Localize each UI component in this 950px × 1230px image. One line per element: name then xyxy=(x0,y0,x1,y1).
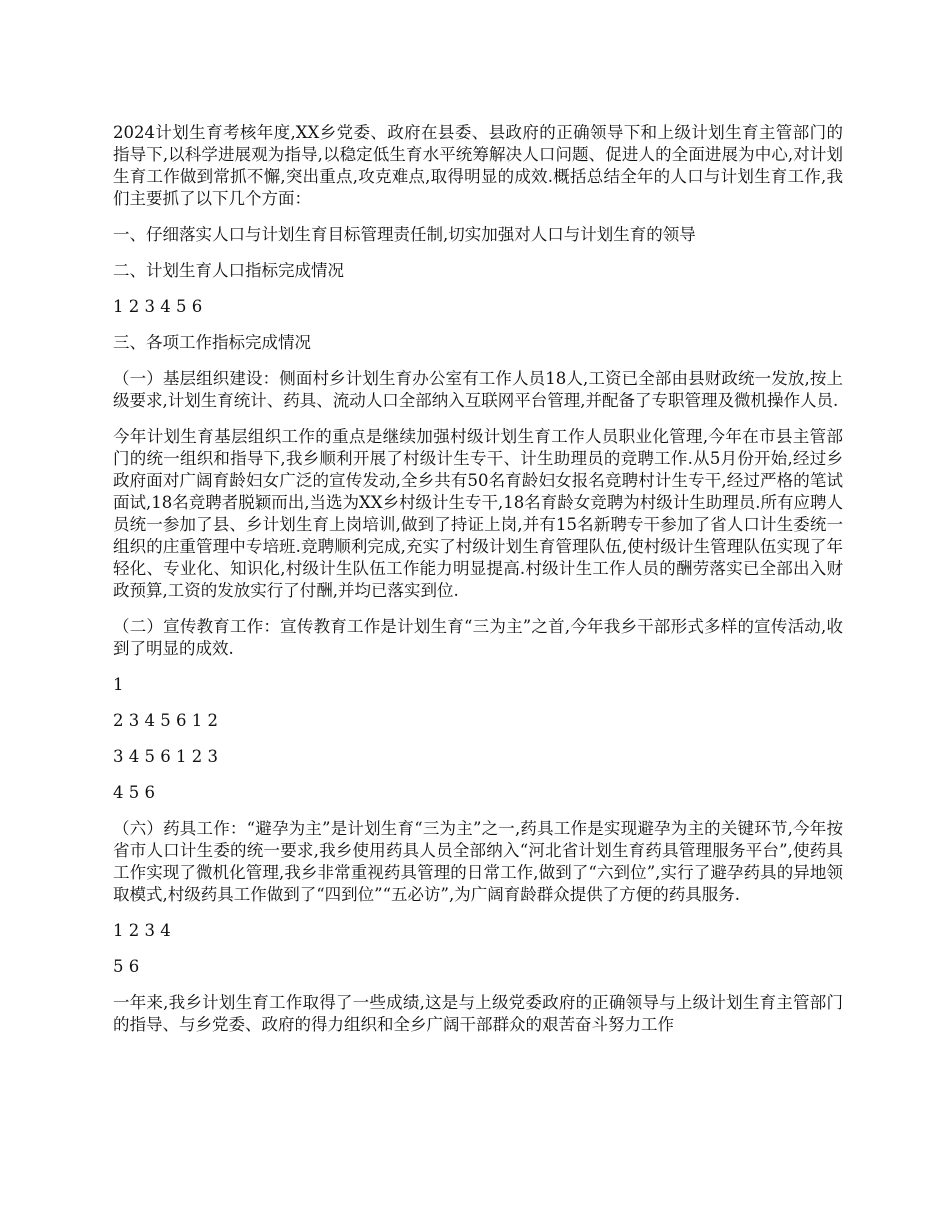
number-list: 5 6 xyxy=(113,957,140,976)
paragraph-intro: 2024计划生育考核年度,XX乡党委、政府在县委、县政府的正确领导下和上级计划生育主管部门的指导下,以科学进展观为指导,以稳定低生育水平统筹解决人口问题、促进人的全面进展为中心,对计划生育工作做到常抓不懈,突出重点,攻克难点,取得明显的成效.概括总结全年的人口与计划生育工作,我们主要抓了以下几个方面： xyxy=(113,123,843,208)
document-body xyxy=(113,122,843,1050)
paragraph-conclusion: 一年来,我乡计划生育工作取得了一些成绩,这是与上级党委政府的正确领导与上级计划生育主管部门的指导、与乡党委、政府的得力组织和全乡广阔干部群众的艰苦奋斗努力工作 xyxy=(113,993,843,1034)
heading-section-2: 二、计划生育人口指标完成情况 xyxy=(113,261,344,280)
heading-section-3: 三、各项工作指标完成情况 xyxy=(113,333,311,352)
paragraph-recruitment: 今年计划生育基层组织工作的重点是继续加强村级计划生育工作人员职业化管理,今年在市县主管部门的统一组织和指导下,我乡顺利开展了村级计生专干、计生助理员的竞聘工作.从5月份开始,经过乡政府面对广阔育龄妇女广泛的宣传发动,全乡共有50名育龄妇女报名竞聘村计生专干,经过严格的笔试面试,18名竞聘者脱颖而出,当选为XX乡村级计生专干,18名育龄女竞聘为村级计生助理员.所有应聘人员统一参加了县、乡计划生育上岗培训,做到了持证上岗,并有15名新聘专干参加了省人口计生委统一组织的庄重管理中专培班.竞聘顺利完成,充实了村级计划生育管理队伍,使村级计生管理队伍实现了年轻化、专业化、知识化,村级计生队伍工作能力明显提高.村级计生工作人员的酬劳落实已全部出入财政预算,工资的发放实行了付酬,并均已落实到位. xyxy=(113,427,843,600)
paragraph-education: （二）宣传教育工作：宣传教育工作是计划生育“三为主”之首,今年我乡干部形式多样的宣传活动,收到了明显的成效. xyxy=(113,617,843,658)
paragraph-contraceptives: （六）药具工作：“避孕为主”是计划生育“三为主”之一,药具工作是实现避孕为主的关键环节,今年按省市人口计生委的统一要求,我乡使用药具人员全部纳入“河北省计划生育药具管理服务平台”,使药具工作实现了微机化管理,我乡非常重视药具管理的日常工作,做到了“六到位”,实行了避孕药具的异地领取模式,村级药具工作做到了“四到位”“五必访”,为广阔育龄群众提供了方便的药具服务. xyxy=(113,819,843,904)
number-list: 1 2 3 4 5 6 xyxy=(113,297,203,316)
number-list: 4 5 6 xyxy=(113,783,155,802)
heading-section-1: 一、仔细落实人口与计划生育目标管理责任制,切实加强对人口与计划生育的领导 xyxy=(113,225,696,244)
number-list: 1 2 3 4 xyxy=(113,921,171,940)
number-list: 2 3 4 5 6 1 2 xyxy=(113,711,218,730)
number-list: 1 xyxy=(113,675,124,694)
number-list: 3 4 5 6 1 2 3 xyxy=(113,747,218,766)
paragraph-organization: （一）基层组织建设：侧面村乡计划生育办公室有工作人员18人,工资已全部由县财政统一发放,按上级要求,计划生育统计、药具、流动人口全部纳入互联网平台管理,并配备了专职管理及微机操作人员. xyxy=(113,369,843,410)
